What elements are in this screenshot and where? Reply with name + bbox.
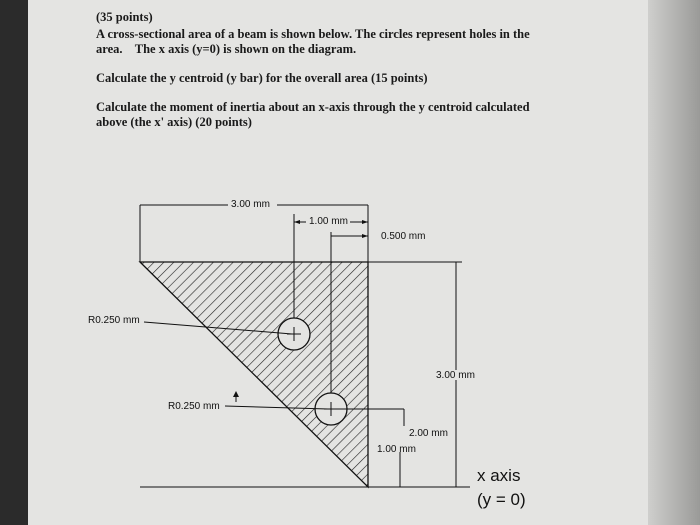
x-axis-equation: (y = 0) (477, 490, 526, 509)
dim-top-width: 3.00 mm (231, 199, 270, 210)
task-2-line-2: above (the x' axis) (20 points) (96, 115, 252, 129)
points-heading: (35 points) (96, 10, 153, 24)
dim-right-offset: 0.500 mm (381, 231, 426, 242)
cursor-mark (233, 391, 239, 397)
lower-hole-radius-label: R0.250 mm (168, 401, 220, 412)
task-2-line-1: Calculate the moment of inertia about an x-axis through the y centroid calculated (96, 100, 530, 114)
hatched-cross-section (140, 262, 368, 487)
task-1: Calculate the y centroid (y bar) for the overall area (15 points) (96, 71, 428, 85)
dim-lower-hole-offset: 1.00 mm (377, 444, 416, 455)
dim-hole-offset: 1.00 mm (309, 216, 348, 227)
x-axis-label: x axis (477, 466, 521, 485)
dim-lower-hole-height: 2.00 mm (409, 428, 448, 439)
dim-height: 3.00 mm (436, 370, 475, 381)
problem-line-2: area. The x axis (y=0) is shown on the diagram. (96, 42, 357, 56)
problem-line-1: A cross-sectional area of a beam is shown below. The circles represent holes in the (96, 27, 530, 41)
upper-hole-radius-label: R0.250 mm (88, 315, 140, 326)
